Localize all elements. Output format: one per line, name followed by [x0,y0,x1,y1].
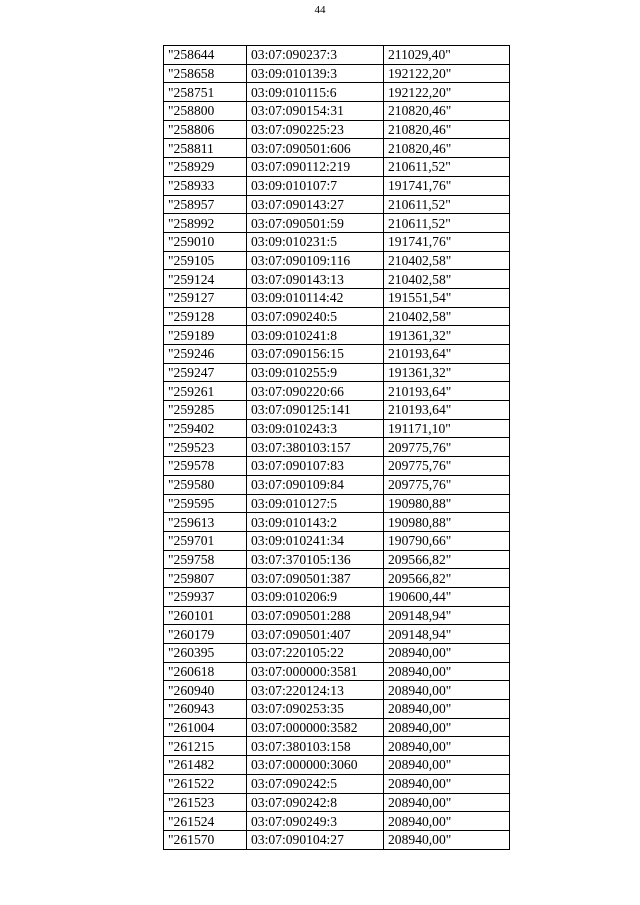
value-cell: 209775,76" [384,438,510,457]
table-row [164,382,510,401]
table-row [164,195,510,214]
record-id-cell: "261215 [164,737,247,756]
value-cell: 210611,52" [384,158,510,177]
table-row [164,830,510,849]
table-row [164,793,510,812]
cadastral-number-cell: 03:07:090253:35 [247,700,384,719]
cadastral-number-cell: 03:09:010143:2 [247,513,384,532]
cadastral-number-cell: 03:07:090240:5 [247,307,384,326]
cadastral-number-cell: 03:09:010255:9 [247,363,384,382]
value-cell: 208940,00" [384,644,510,663]
table-row [164,214,510,233]
record-id-cell: "259189 [164,326,247,345]
cadastral-number-cell: 03:07:090225:23 [247,120,384,139]
record-id-cell: "259010 [164,232,247,251]
value-cell: 210402,58" [384,251,510,270]
table-row [164,662,510,681]
cadastral-number-cell: 03:09:010231:5 [247,232,384,251]
value-cell: 210193,64" [384,401,510,420]
value-cell: 190600,44" [384,587,510,606]
value-cell: 208940,00" [384,700,510,719]
data-table [163,45,510,850]
table-row [164,457,510,476]
table-row [164,812,510,831]
cadastral-number-cell: 03:07:090125:141 [247,401,384,420]
table-row [164,158,510,177]
cadastral-number-cell: 03:09:010107:7 [247,176,384,195]
table-row [164,139,510,158]
record-id-cell: "259580 [164,475,247,494]
value-cell: 210820,46" [384,102,510,121]
record-id-cell: "260940 [164,681,247,700]
cadastral-number-cell: 03:07:090143:13 [247,270,384,289]
record-id-cell: "259128 [164,307,247,326]
value-cell: 209148,94" [384,606,510,625]
table-row [164,419,510,438]
value-cell: 210820,46" [384,120,510,139]
table-row [164,251,510,270]
table-row [164,83,510,102]
cadastral-number-cell: 03:07:370105:136 [247,550,384,569]
record-id-cell: "258658 [164,64,247,83]
record-id-cell: "259523 [164,438,247,457]
value-cell: 210193,64" [384,382,510,401]
record-id-cell: "258644 [164,46,247,65]
cadastral-number-cell: 03:09:010115:6 [247,83,384,102]
value-cell: 210611,52" [384,214,510,233]
cadastral-number-cell: 03:07:220124:13 [247,681,384,700]
value-cell: 210611,52" [384,195,510,214]
cadastral-number-cell: 03:07:090143:27 [247,195,384,214]
table-row [164,232,510,251]
table-row [164,401,510,420]
cadastral-number-cell: 03:07:090501:407 [247,625,384,644]
cadastral-number-cell: 03:07:090154:31 [247,102,384,121]
record-id-cell: "260618 [164,662,247,681]
value-cell: 190980,88" [384,513,510,532]
cadastral-number-cell: 03:07:000000:3060 [247,756,384,775]
table-row [164,774,510,793]
cadastral-number-cell: 03:09:010206:9 [247,587,384,606]
record-id-cell: "259578 [164,457,247,476]
value-cell: 208940,00" [384,681,510,700]
record-id-cell: "259285 [164,401,247,420]
record-id-cell: "260179 [164,625,247,644]
value-cell: 208940,00" [384,662,510,681]
cadastral-number-cell: 03:07:090104:27 [247,830,384,849]
cadastral-number-cell: 03:07:090109:84 [247,475,384,494]
record-id-cell: "258929 [164,158,247,177]
value-cell: 210402,58" [384,307,510,326]
value-cell: 210402,58" [384,270,510,289]
record-id-cell: "261522 [164,774,247,793]
record-id-cell: "259613 [164,513,247,532]
cadastral-number-cell: 03:09:010241:8 [247,326,384,345]
value-cell: 209775,76" [384,457,510,476]
table-row [164,681,510,700]
value-cell: 208940,00" [384,830,510,849]
table-row [164,550,510,569]
table-row [164,700,510,719]
cadastral-number-cell: 03:07:220105:22 [247,644,384,663]
table-row [164,737,510,756]
record-id-cell: "260943 [164,700,247,719]
record-id-cell: "259595 [164,494,247,513]
value-cell: 190790,66" [384,531,510,550]
value-cell: 191171,10" [384,419,510,438]
value-cell: 209566,82" [384,569,510,588]
table-row [164,569,510,588]
record-id-cell: "259807 [164,569,247,588]
value-cell: 209566,82" [384,550,510,569]
cadastral-number-cell: 03:07:380103:157 [247,438,384,457]
cadastral-number-cell: 03:07:380103:158 [247,737,384,756]
cadastral-number-cell: 03:07:090501:387 [247,569,384,588]
cadastral-number-cell: 03:07:090249:3 [247,812,384,831]
value-cell: 192122,20" [384,64,510,83]
record-id-cell: "261524 [164,812,247,831]
value-cell: 192122,20" [384,83,510,102]
table-row [164,587,510,606]
table-row [164,345,510,364]
table-row [164,625,510,644]
cadastral-number-cell: 03:07:090107:83 [247,457,384,476]
value-cell: 191361,32" [384,326,510,345]
cadastral-number-cell: 03:07:090501:606 [247,139,384,158]
cadastral-number-cell: 03:07:000000:3582 [247,718,384,737]
table-row [164,288,510,307]
value-cell: 210193,64" [384,345,510,364]
value-cell: 208940,00" [384,718,510,737]
table-row [164,475,510,494]
cadastral-number-cell: 03:07:090220:66 [247,382,384,401]
table-row [164,46,510,65]
cadastral-number-cell: 03:09:010139:3 [247,64,384,83]
table-row [164,531,510,550]
value-cell: 191741,76" [384,232,510,251]
record-id-cell: "258806 [164,120,247,139]
value-cell: 208940,00" [384,774,510,793]
record-id-cell: "259105 [164,251,247,270]
record-id-cell: "261004 [164,718,247,737]
cadastral-number-cell: 03:07:090242:5 [247,774,384,793]
record-id-cell: "259124 [164,270,247,289]
record-id-cell: "260395 [164,644,247,663]
record-id-cell: "259402 [164,419,247,438]
cadastral-number-cell: 03:07:090109:116 [247,251,384,270]
value-cell: 208940,00" [384,737,510,756]
value-cell: 210820,46" [384,139,510,158]
table-row [164,644,510,663]
value-cell: 209775,76" [384,475,510,494]
table-row [164,756,510,775]
record-id-cell: "258992 [164,214,247,233]
value-cell: 191551,54" [384,288,510,307]
cadastral-number-cell: 03:07:090237:3 [247,46,384,65]
record-id-cell: "259758 [164,550,247,569]
record-id-cell: "259261 [164,382,247,401]
value-cell: 208940,00" [384,812,510,831]
record-id-cell: "259246 [164,345,247,364]
table-row [164,176,510,195]
page-number: 44 [314,4,326,16]
cadastral-number-cell: 03:07:090501:288 [247,606,384,625]
table-row [164,326,510,345]
cadastral-number-cell: 03:09:010127:5 [247,494,384,513]
cadastral-number-cell: 03:09:010241:34 [247,531,384,550]
table-row [164,513,510,532]
cadastral-number-cell: 03:09:010114:42 [247,288,384,307]
value-cell: 190980,88" [384,494,510,513]
value-cell: 191361,32" [384,363,510,382]
value-cell: 208940,00" [384,793,510,812]
value-cell: 191741,76" [384,176,510,195]
table-row [164,102,510,121]
cadastral-number-cell: 03:09:010243:3 [247,419,384,438]
record-id-cell: "258811 [164,139,247,158]
table-row [164,270,510,289]
table-row [164,363,510,382]
table-row [164,64,510,83]
record-id-cell: "259937 [164,587,247,606]
table-row [164,307,510,326]
record-id-cell: "259247 [164,363,247,382]
table-body [164,46,510,850]
cadastral-number-cell: 03:07:090501:59 [247,214,384,233]
record-id-cell: "258800 [164,102,247,121]
value-cell: 209148,94" [384,625,510,644]
value-cell: 211029,40" [384,46,510,65]
table-row [164,120,510,139]
record-id-cell: "258957 [164,195,247,214]
record-id-cell: "259127 [164,288,247,307]
table-row [164,606,510,625]
table-row [164,718,510,737]
record-id-cell: "261570 [164,830,247,849]
table-row [164,494,510,513]
table-row [164,438,510,457]
record-id-cell: "261523 [164,793,247,812]
cadastral-number-cell: 03:07:090112:219 [247,158,384,177]
cadastral-number-cell: 03:07:090156:15 [247,345,384,364]
record-id-cell: "258751 [164,83,247,102]
record-id-cell: "261482 [164,756,247,775]
cadastral-number-cell: 03:07:090242:8 [247,793,384,812]
record-id-cell: "260101 [164,606,247,625]
cadastral-number-cell: 03:07:000000:3581 [247,662,384,681]
record-id-cell: "259701 [164,531,247,550]
record-id-cell: "258933 [164,176,247,195]
value-cell: 208940,00" [384,756,510,775]
